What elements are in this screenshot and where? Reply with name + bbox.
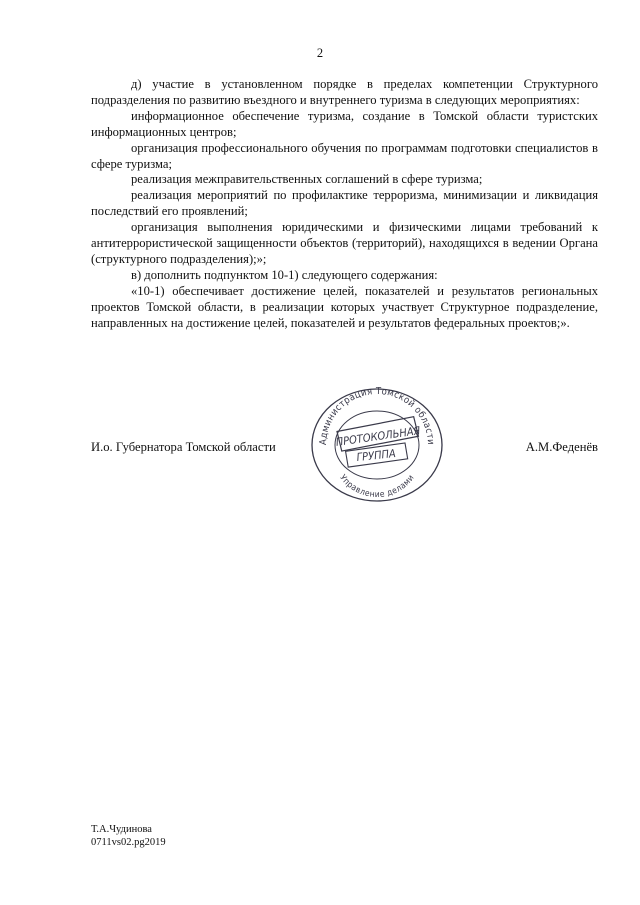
- paragraph-antiterror: организация выполнения юридическими и физическими лицами требований к антитеррористической защищенности объектов (территорий), находящихся в ведении Органа (структурного подразделения);»;: [91, 220, 598, 266]
- stamp-bottom-text: Управление делами: [337, 473, 417, 501]
- signatory-name: А.М.Феденёв: [525, 440, 598, 454]
- stamp-ring-text: Администрация Томской области: [317, 386, 437, 446]
- paragraph-d: д) участие в установленном порядке в пределах компетенции Структурного подразделения по развитию въездного и внутреннего туризма в следующих мероприятиях:: [91, 77, 598, 107]
- signatory-position: И.о. Губернатора Томской области: [91, 440, 276, 454]
- footer: [91, 823, 166, 849]
- paragraph-training: организация профессионального обучения по программам подготовки специалистов в сфере туризма;: [91, 140, 598, 171]
- official-stamp: [308, 386, 446, 504]
- file-code: 0711vs02.pg2019: [91, 837, 166, 848]
- executor-name: Т.А.Чудинова: [91, 824, 152, 835]
- stamp-icon: [308, 386, 446, 504]
- paragraph-v: в) дополнить подпунктом 10-1) следующего содержания:: [131, 267, 438, 282]
- page-number: 2: [316, 46, 324, 60]
- paragraph-terrorism: реализация мероприятий по профилактике терроризма, минимизации и ликвидация последствий его проявлений;: [91, 188, 598, 219]
- stamp-center-line2: ГРУППА: [355, 446, 397, 465]
- stamp-center-line1: ПРОТОКОЛЬНАЯ: [334, 424, 422, 449]
- document-body: [91, 77, 598, 332]
- paragraph-agreements: реализация межправительственных соглашений в сфере туризма;: [131, 172, 483, 187]
- paragraph-10-1: «10-1) обеспечивает достижение целей, показателей и результатов региональных проектов Томской области, в реализации которых участвует Структурное подразделение, направленных на достижение целей, показателей и результатов федеральных проектов;».: [91, 283, 598, 330]
- paragraph-info-support: информационное обеспечение туризма, создание в Томской области туристских информационных центров;: [91, 108, 598, 139]
